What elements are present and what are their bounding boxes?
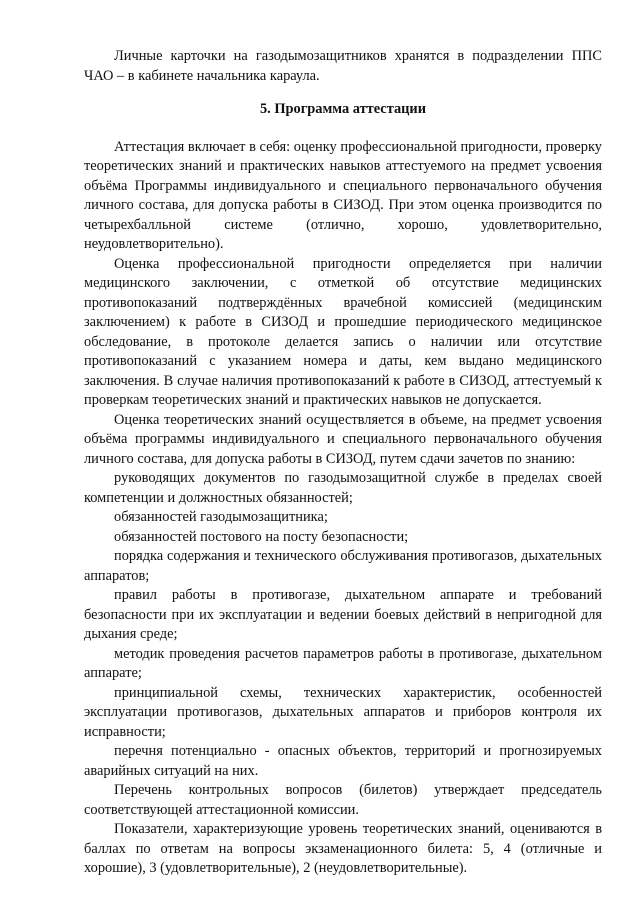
document-page <box>84 47 602 879</box>
list-item-gas-smoke-protector-duties: обязанностей газодымозащитника; <box>114 509 328 525</box>
list-item-maintenance: порядка содержания и технического обслуживания противогазов, дыхательных аппаратов; <box>84 548 602 584</box>
list-item-hazardous-objects: перечня потенциально - опасных объектов, территорий и прогнозируемых аварийных ситуаций на них. <box>84 743 602 779</box>
paragraph-attestation-scope: Аттестация включает в себя: оценку профессиональной пригодности, проверку теоретических знаний и практических навыков аттестуемого на предмет усвоения объёма Программы индивидуального и специального первоначального обучения личного состава, для допуска работы в СИЗОД. При этом оценка производится по четырехбалльной системе (отлично, хорошо, удовлетворительно, неудовлетворительно). <box>84 138 602 252</box>
intro-paragraph: Личные карточки на газодымозащитников хранятся в подразделении ППС ЧАО – в кабинете начальника караула. <box>84 48 602 84</box>
list-item-operating-rules: правил работы в противогазе, дыхательном аппарате и требований безопасности при их эксплуатации и ведении боевых действий в непригодной для дыхания среде; <box>84 587 602 642</box>
list-item-post-duties: обязанностей постового на посту безопасности; <box>114 528 409 545</box>
section-title: 5. Программа аттестации <box>259 101 427 117</box>
list-item-calculation-methods: методик проведения расчетов параметров работы в противогазе, дыхательном аппарате; <box>84 645 602 681</box>
paragraph-question-list: Перечень контрольных вопросов (билетов) утверждает председатель соответствующей аттестационной комиссии. <box>84 782 602 818</box>
list-item-schematics: принципиальной схемы, технических характеристик, особенностей эксплуатации противогазов, дыхательных аппаратов и приборов контроля их исправности; <box>84 684 602 740</box>
paragraph-theory-knowledge: Оценка теоретических знаний осуществляется в объеме, на предмет усвоения объёма программы индивидуального и специального первоначального обучения личного состава, для допуска работы в СИЗОД, путем сдачи зачетов по знанию: <box>84 411 602 467</box>
list-item-guiding-documents: руководящих документов по газодымозащитной службе в пределах своей компетенции и должностных обязанностей; <box>84 470 602 506</box>
paragraph-professional-fitness: Оценка профессиональной пригодности определяется при наличии медицинского заключении, с отметкой об отсутствие медицинских противопоказаний подтверждённых врачебной комиссией (медицинским заключением) к работе в СИЗОД и прошедшие периодического медицинское обследование, в протоколе делается запись о наличии или отсутствие противопоказаний с указанием номера и даты, кем выдано медицинского заключения. В случае наличия противопоказаний к работе в СИЗОД, аттестуемый к проверкам теоретических знаний и практических навыков не допускается. <box>84 255 602 408</box>
paragraph-grading-scale: Показатели, характеризующие уровень теоретических знаний, оцениваются в баллах по ответам на вопросы экзаменационного билета: 5, 4 (отличные и хорошие), 3 (удовлетворительные), 2 (неудовлетворительные). <box>84 821 602 876</box>
